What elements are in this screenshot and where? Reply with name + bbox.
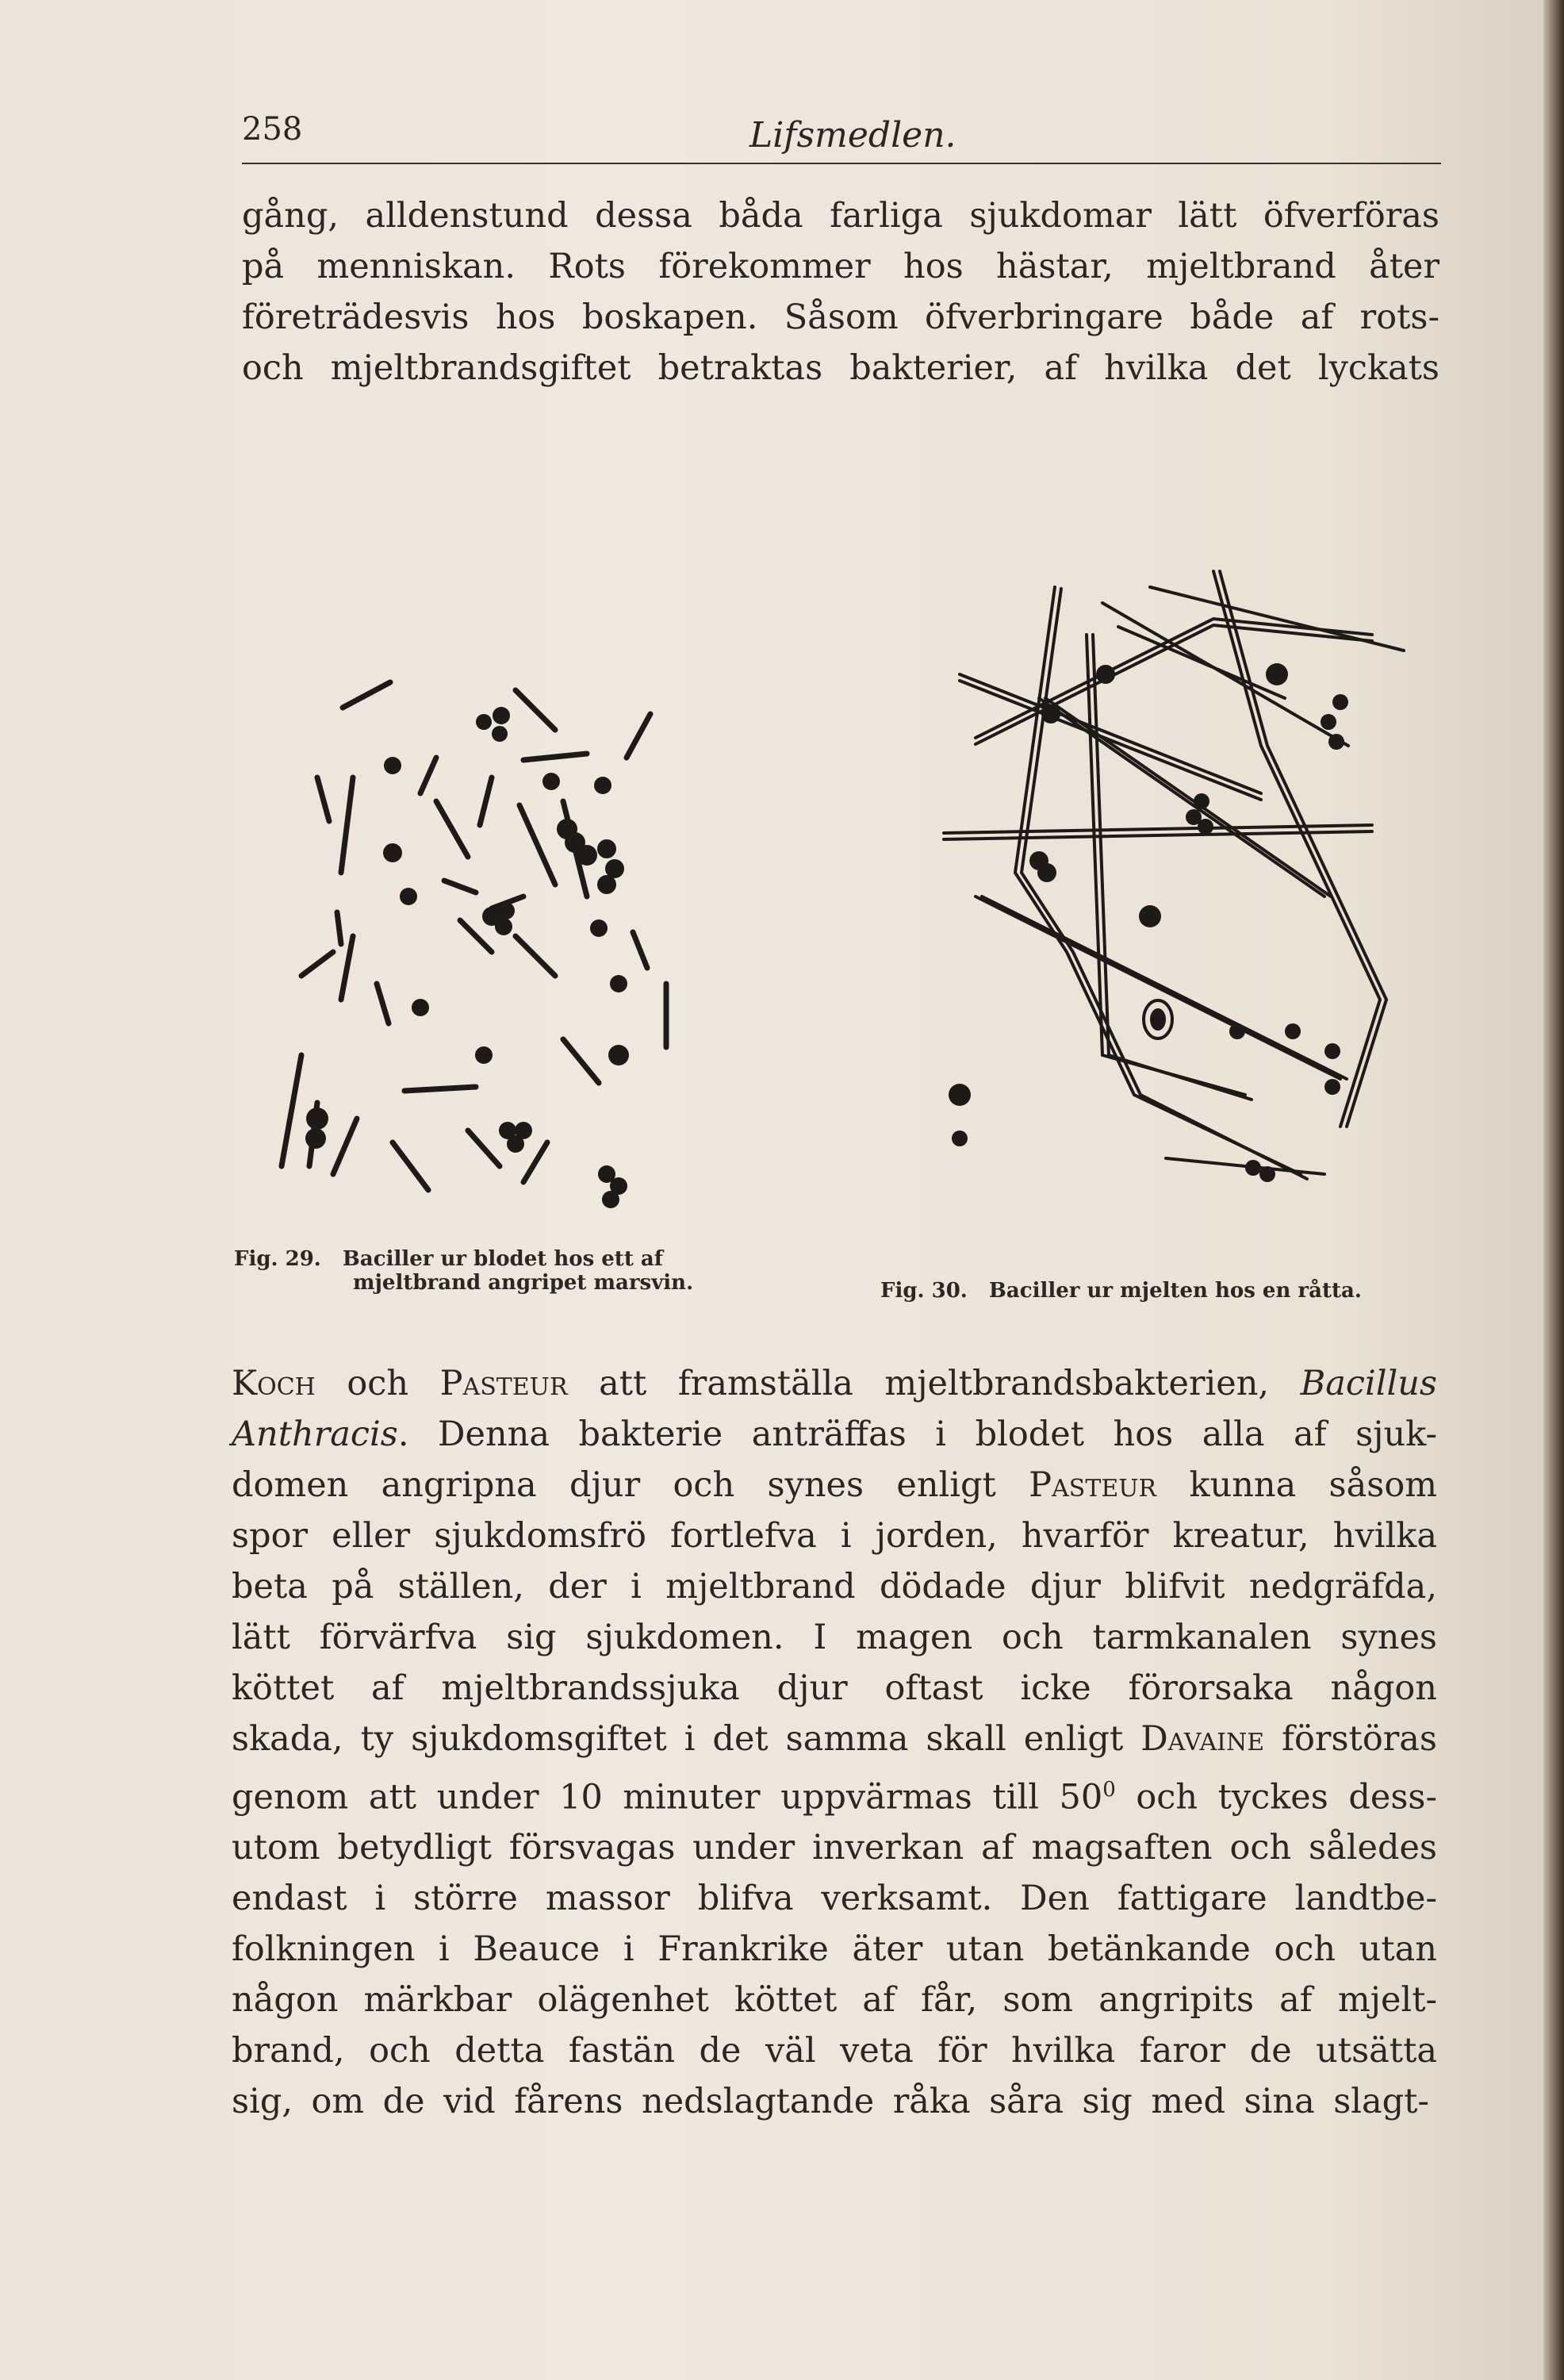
text-line (232, 1358, 1437, 1409)
fig30-illustration (928, 539, 1420, 1238)
text-line: sig, om de vid fårens nedslagtande råka såra sig med sina slagt- (232, 2082, 1429, 2122)
running-title: Lifsmedlen. (749, 115, 956, 155)
text-fragment: . Denna bakterie anträffas i blodet hos alla af sjuk- (397, 1415, 1437, 1454)
text-line: brand, och detta fastän de väl veta för hvilka faror de utsätta (232, 2031, 1437, 2071)
book-spine-shadow (1543, 0, 1564, 2380)
text-fragment: kunna såsom (1156, 1465, 1437, 1505)
text-line: på menniskan. Rots förekommer hos hästar, mjeltbrand åter (242, 247, 1439, 286)
fig29-label: Fig. 29. (234, 1247, 321, 1271)
fig29-caption (234, 1247, 693, 1295)
text-fragment: genom att under 10 minuter uppvärmas till 50 (232, 1777, 1103, 1818)
text-line: folkningen i Beauce i Frankrike äter utan betänkande och utan (232, 1929, 1437, 1970)
text-line: lätt förvärfva sig sjukdomen. I magen och tarmkanalen synes (232, 1618, 1437, 1657)
text-line: gång, alldenstund dessa båda farliga sjukdomar lätt öfverföras (242, 196, 1439, 236)
text-line: och mjeltbrandsgiftet betraktas bakterier, af hvilka det lyckats (242, 348, 1439, 388)
text-fragment: förstöras (1264, 1719, 1437, 1759)
text-fragment: domen angripna djur och synes enligt (232, 1465, 1029, 1505)
author-name: Davaine (1140, 1719, 1265, 1759)
fig30-label: Fig. 30. (880, 1279, 968, 1303)
header-rule (242, 163, 1441, 164)
text-line: köttet af mjeltbrandssjuka djur oftast icke förorsaka någon (232, 1668, 1437, 1708)
text-fragment: att framställa mjeltbrandsbakterien, (567, 1364, 1301, 1403)
text-line (232, 1714, 1437, 1764)
page-number: 258 (242, 111, 303, 148)
figure-30 (928, 539, 1420, 1238)
text-fragment: skada, ty sjukdomsgiftet i det samma skall enligt (232, 1719, 1141, 1759)
page-header (242, 111, 1439, 159)
fig30-caption-text: Baciller ur mjelten hos en råtta. (988, 1279, 1362, 1303)
top-paragraph (242, 190, 1439, 393)
text-line (232, 1764, 1437, 1822)
species-name: Bacillus (1300, 1364, 1437, 1403)
text-line: spor eller sjukdomsfrö fortlefva i jorden, hvarför kreatur, hvilka (232, 1516, 1437, 1556)
fig29-caption-line2: mjeltbrand angripet marsvin. (353, 1271, 694, 1295)
main-paragraph (232, 1358, 1437, 2127)
text-line: företrädesvis hos boskapen. Såsom öfverbringare både af rots- (242, 298, 1439, 337)
author-name: Pasteur (439, 1364, 568, 1403)
text-fragment: och (315, 1364, 440, 1403)
fig29-caption-line1: Baciller ur blodet hos ett af (342, 1247, 663, 1271)
text-line (232, 1460, 1437, 1511)
degree-mark: 0 (1102, 1778, 1116, 1802)
author-name: Pasteur (1029, 1465, 1157, 1505)
text-line: beta på ställen, der i mjeltbrand dödade djur blifvit nedgräfda, (232, 1567, 1437, 1606)
text-line: utom betydligt försvagas under inverkan af magsaften och således (232, 1828, 1437, 1868)
fig29-illustration (254, 666, 714, 1222)
figure-29 (254, 666, 714, 1222)
text-line: endast i större massor blifva verksamt. Den fattigare landtbe- (232, 1879, 1437, 1919)
species-name: Anthracis (232, 1415, 398, 1454)
text-line (232, 1409, 1437, 1460)
text-fragment: och tyckes dess- (1115, 1777, 1438, 1818)
fig30-caption (880, 1279, 1362, 1303)
text-line: någon märkbar olägenhet köttet af får, som angripits af mjelt- (232, 1980, 1437, 2021)
fig30-spore (1144, 1000, 1172, 1038)
author-name: Koch (232, 1364, 316, 1403)
